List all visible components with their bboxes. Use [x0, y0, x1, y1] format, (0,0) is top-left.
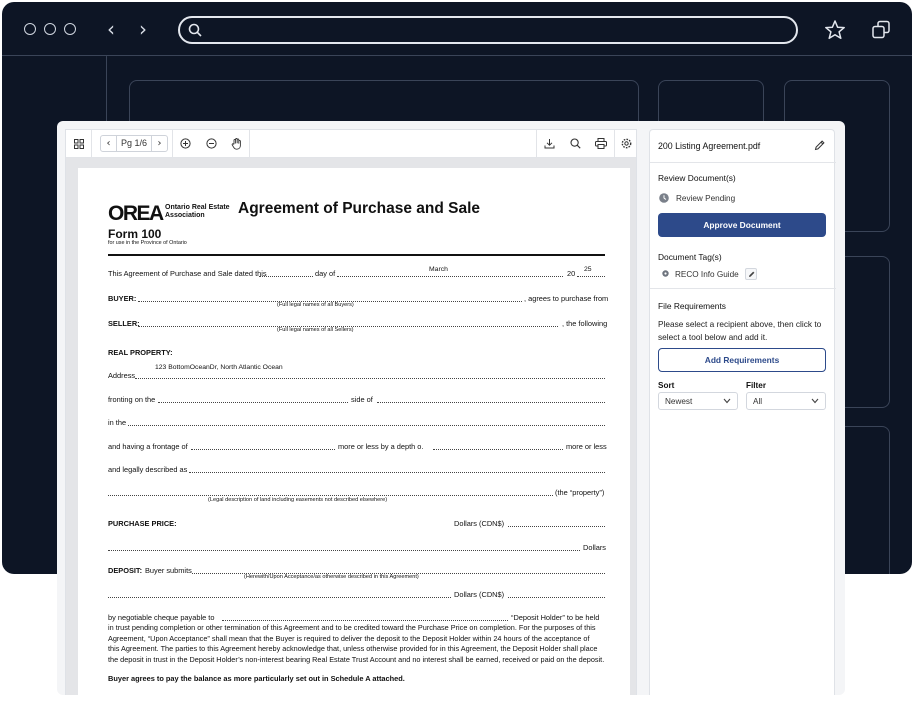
thumbnails-button[interactable] — [66, 130, 92, 157]
org-name-line2: Association — [165, 212, 205, 219]
download-icon — [544, 138, 555, 149]
depth-field[interactable] — [433, 449, 563, 450]
deposit-amount-field[interactable] — [508, 597, 605, 598]
purchase-price-field[interactable] — [508, 526, 605, 527]
purchase-price-words-field[interactable] — [108, 550, 580, 551]
frontage-field[interactable] — [191, 449, 335, 450]
more-or-less-label: more or less — [566, 442, 607, 451]
dated-prefix: This Agreement of Purchase and Sale dated this — [108, 269, 267, 278]
document-sidebar — [649, 129, 835, 695]
settings-button[interactable] — [614, 130, 637, 157]
document-app-window — [57, 121, 845, 695]
year-field[interactable]: 25 — [584, 266, 592, 273]
search-icon — [570, 138, 581, 149]
page-indicator: Pg 1/6 — [116, 136, 152, 151]
duplicate-tab-icon[interactable] — [870, 19, 892, 41]
deposit-text: Buyer submits — [145, 566, 192, 575]
legal-hint: (Legal description of land including easements not described elsewhere) — [208, 497, 388, 503]
seller-suffix: , the following — [562, 319, 608, 328]
dollars-label: Dollars — [583, 543, 606, 552]
deposit-paragraph-line: Agreement, “Upon Acceptance” shall mean that the Buyer is required to deliver the deposit to the Deposit Holder within 24 hours of the acceptance of — [108, 633, 590, 643]
next-page-button[interactable]: › — [157, 138, 162, 149]
depth-label: more or less by a depth o. — [338, 442, 424, 451]
legal-description-field[interactable] — [189, 472, 605, 473]
sidebar-divider — [650, 162, 836, 163]
zoom-out-button[interactable] — [198, 130, 224, 157]
approve-document-button[interactable]: Approve Document — [658, 213, 826, 237]
dotted-line — [135, 378, 605, 379]
file-name: 200 Listing Agreement.pdf — [658, 141, 761, 151]
star-icon[interactable] — [824, 19, 846, 41]
org-name-line1: Ontario Real Estate — [165, 204, 230, 211]
day-of-label: day of — [315, 269, 336, 278]
sidebar-divider — [650, 288, 836, 289]
browser-toolbar — [2, 2, 912, 56]
add-requirements-button[interactable]: Add Requirements — [658, 348, 826, 372]
filter-value: All — [753, 396, 763, 406]
filter-label: Filter — [746, 381, 767, 390]
side-of-label: side of — [351, 395, 373, 404]
municipality-field[interactable] — [128, 425, 605, 426]
sort-select[interactable] — [658, 392, 738, 410]
fronting-field[interactable] — [158, 402, 348, 403]
zoom-in-icon — [180, 138, 191, 149]
deposit-label: DEPOSIT: — [108, 566, 143, 575]
window-control-dot[interactable] — [64, 23, 76, 35]
settings-icon — [621, 138, 632, 149]
hand-pan-icon — [231, 138, 242, 150]
document-canvas[interactable] — [66, 158, 637, 695]
edit-pencil-icon — [748, 271, 755, 278]
month-field[interactable]: March — [429, 266, 448, 273]
buyer-hint: (Full legal names of all Buyers) — [277, 302, 354, 308]
document-title: Agreement of Purchase and Sale — [238, 200, 481, 217]
tag-dot-icon — [662, 270, 669, 277]
seller-hint: (Full legal names of all Sellers) — [277, 327, 354, 333]
legal-description-field-2[interactable] — [108, 495, 553, 496]
chevron-down-icon — [811, 398, 819, 404]
dotted-line — [577, 276, 605, 277]
fronting-label: fronting on the — [108, 395, 156, 404]
review-heading: Review Document(s) — [658, 173, 736, 183]
header-rule — [108, 254, 605, 256]
cheque-prefix: by negotiable cheque payable to — [108, 613, 215, 622]
dollars-cdn-label: Dollars (CDN$) — [454, 519, 505, 528]
buyer-label: BUYER: — [108, 294, 137, 303]
form-subtitle: for use in the Province of Ontario — [108, 240, 187, 246]
grid-icon — [74, 139, 84, 149]
search-icon — [188, 23, 202, 37]
deposit-hint: (Herewith/Upon Acceptance/as otherwise described in this Agreement) — [244, 574, 419, 580]
filter-select[interactable] — [746, 392, 826, 410]
pdf-viewer — [65, 129, 637, 695]
sort-label: Sort — [658, 381, 675, 390]
seller-label: SELLER: — [108, 319, 140, 328]
dotted-line — [259, 276, 313, 277]
real-property-label: REAL PROPERTY: — [108, 348, 173, 357]
address-field[interactable]: 123 BottomOceanDr, North Atlantic Ocean — [155, 364, 283, 371]
search-button[interactable] — [562, 130, 588, 157]
schedule-line: Buyer agrees to pay the balance as more particularly set out in Schedule A attached. — [108, 674, 405, 683]
print-icon — [595, 138, 607, 149]
file-requirements-text-1: Please select a recipient above, then click to — [658, 319, 822, 329]
prev-page-button[interactable]: ‹ — [106, 138, 111, 149]
frontage-label: and having a frontage of — [108, 442, 188, 451]
page-navigator — [100, 135, 168, 152]
deposit-holder-text: “Deposit Holder” to be held — [511, 613, 600, 622]
deposit-words-field[interactable] — [108, 597, 451, 598]
zoom-in-button[interactable] — [172, 130, 198, 157]
review-status: Review Pending — [676, 194, 736, 203]
in-the-label: in the — [108, 418, 127, 427]
tag-name: RECO Info Guide — [675, 270, 739, 279]
address-bar[interactable] — [178, 16, 798, 44]
viewer-toolbar — [66, 130, 637, 158]
print-button[interactable] — [588, 130, 614, 157]
side-of-field[interactable] — [377, 402, 605, 403]
deposit-paragraph-line: this Agreement. The parties to this Agreement hereby acknowledge that, unless otherwise provided for in this Agreement, the Deposit Holder shall place — [108, 644, 598, 654]
edit-tag-button[interactable] — [745, 268, 757, 280]
document-page — [78, 168, 630, 695]
year-prefix: 20 — [567, 269, 576, 278]
window-control-dot[interactable] — [44, 23, 56, 35]
purchase-price-label: PURCHASE PRICE: — [108, 519, 177, 528]
sort-value: Newest — [665, 396, 693, 406]
orea-logo: OREA — [108, 202, 163, 225]
legally-described-label: and legally described as — [108, 465, 188, 474]
deposit-paragraph-line: the deposit in trust in the Deposit Holder’s non-interest bearing Real Estate Trust Account and no interest shall be earned, received or paid on the deposit. — [108, 654, 605, 664]
file-requirements-text-2: select a tool below and add it. — [658, 332, 768, 342]
property-suffix: (the “property”) — [555, 488, 605, 497]
dotted-line — [337, 276, 563, 277]
form-number: Form 100 — [108, 227, 162, 241]
download-button[interactable] — [536, 130, 562, 157]
back-arrow-icon[interactable]: ‹ — [107, 17, 115, 41]
tags-heading: Document Tag(s) — [658, 252, 722, 262]
zoom-out-icon — [206, 138, 217, 149]
edit-pencil-icon[interactable] — [814, 140, 825, 151]
window-control-dot[interactable] — [24, 23, 36, 35]
clock-icon — [659, 193, 669, 203]
deposit-holder-field[interactable] — [222, 620, 508, 621]
address-label: Address — [108, 371, 136, 380]
pan-tool-button[interactable] — [224, 130, 250, 157]
file-requirements-heading: File Requirements — [658, 301, 726, 311]
buyer-suffix: , agrees to purchase from — [524, 294, 609, 303]
deposit-paragraph-line: in trust pending completion or other termination of this Agreement and to be credited toward the Purchase Price on completion. For the purposes of this — [108, 623, 596, 632]
dollars-cdn-label-2: Dollars (CDN$) — [454, 590, 505, 599]
forward-arrow-icon[interactable]: › — [139, 17, 147, 41]
chevron-down-icon — [723, 398, 731, 404]
